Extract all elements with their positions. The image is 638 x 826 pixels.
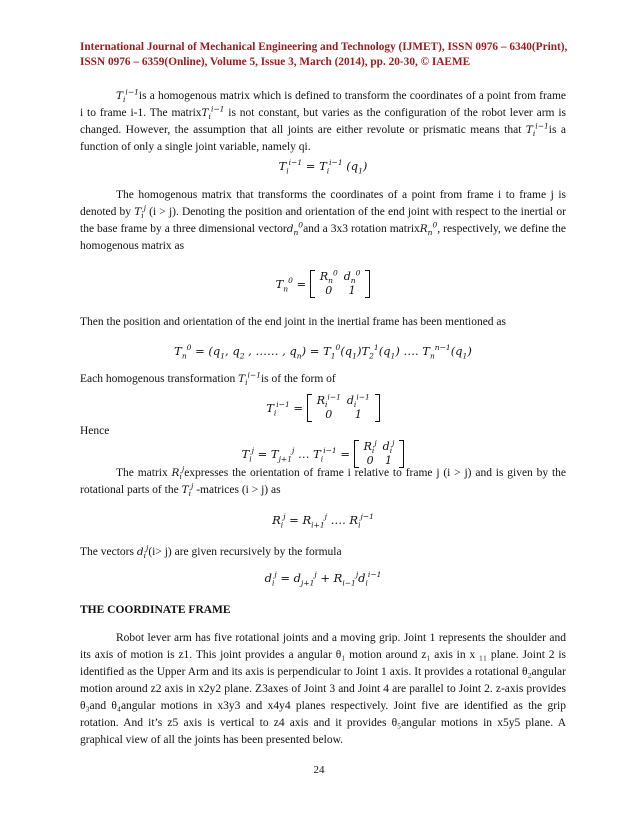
p5-text-b: expresses the orientation of frame i relative to frame j (i > j) and is given by the rotational parts of the — [80, 467, 566, 496]
p2-text-a: The homogenous matrix that transforms the coordinates of a point from frame i to frame j is denoted by — [80, 189, 566, 218]
p1-text-a: is a homogenous matrix which is defined to transform the coordinates of a point from frame i to frame i-1. The matrix — [80, 90, 566, 119]
equation-5: $T_i^j = T_{j+1}^j$ … $T_i^{i-1}$ = $R_i^j$ $d_i^j$ 0 1 — [80, 440, 566, 468]
p1-text-c: is a function of only a single joint variable, namely qi. — [80, 124, 567, 153]
p4-text-a: Each homogenous transformation — [80, 373, 236, 385]
paragraph-vectors — [80, 544, 566, 561]
math-T-i-4: $T_i^{i-1}$ — [238, 370, 261, 388]
section-heading: THE COORDINATE FRAME — [80, 604, 231, 616]
paragraph-end-joint: Then the position and orientation of the end joint in the inertial frame has been mentioned as — [80, 316, 507, 328]
header-line-1: International Journal of Mechanical Engineering and Technology (IJMET), ISSN 0976 – 6340(Print), — [80, 41, 568, 53]
text-hence: Hence — [80, 425, 110, 437]
p5-text-a: The matrix — [116, 467, 168, 479]
equation-6: $R_i^j = R_{i+1}^j$ …. $R_i^{j-1}$ — [272, 512, 374, 530]
math-R-ij: $R_i^j$ — [171, 464, 185, 482]
p2-text-b: (i > j). Denoting the position and orientation of the end joint with respect to the inertial or the base frame by a three dimensional vector — [80, 206, 566, 235]
math-d-ij: $d_i^j$ — [136, 543, 149, 561]
journal-header — [80, 40, 570, 69]
p5-text-c: -matrices (i > j) as — [196, 484, 281, 496]
paragraph-homogenous-matrix — [80, 187, 566, 255]
math-T-i-2: $T_i^{i-1}$ — [201, 104, 225, 122]
p6-text-b: (i> j) are given recursively by the formula — [148, 546, 342, 558]
equation-1: $T_i^{i-1} = T_i^{i-1}$ $(q_1)$ — [278, 158, 368, 176]
p4-text-b: is of the form of — [260, 373, 336, 385]
paragraph-coordinate-frame: Robot lever arm has five rotational joints and a moving grip. Joint 1 represents the shoulder and its axis of motion is z1. This joint provides a angular θ₁ motion around z₁ axis in x ₁₁ plane. Joint 2 is identified as the Upper Arm and its axis is perpendicular to Joint 1 axis. It provides a rotational θ₂angular motion around z2 axis in x2y2 plane. Z3axes of Joint 3 and Joint 4 are parallel to Joint 2. z-axis provides θ₃and θ₄angular motions in x3y3 and x4y4 planes respectively. Joint five are identified as the grip rotation. And it’s z5 axis is vertical to z4 axis and it provides θ₅angular motions in x5y5 plane. A graphical view of all the joints has been presented below. — [80, 632, 566, 746]
equation-4: $T_i^{i-1}$ = $R_i^{i-1}$ $d_i^{i-1}$ 0 1 — [80, 394, 566, 422]
p1-text-b: is not constant, but varies as the configuration of the robot lever arm is changed. However, the assumption that all joints are either revolute or prismatic means that — [80, 107, 567, 136]
math-T-ij: $T_i^j$ — [134, 203, 146, 221]
math-T-i: $T_i^{i-1}$ — [116, 87, 139, 105]
matrix-Tn0: $R_n^0$ $d_n^0$ 0 1 — [310, 270, 371, 298]
p6-text-a: The vectors — [80, 546, 134, 558]
matrix-Tij: $R_i^j$ $d_i^j$ 0 1 — [354, 440, 405, 468]
math-R-n: $R_n^0$ — [419, 220, 438, 238]
header-line-2: ISSN 0976 – 6359(Online), Volume 5, Issue 3, March (2014), pp. 20-30, © IAEME — [80, 55, 471, 68]
p2-text-d: , respectively, we define the homogenous matrix as — [80, 223, 566, 252]
equation-3: $T_n^0 = (q_1$, $q_2$ , …… , $q_n) = T_1^0(q_1)T_2^1(q_1)$ …. $T_n^{n-1}(q_1)$ — [174, 343, 472, 361]
math-d-n: $d_n^0$ — [286, 220, 304, 238]
p2-text-c: and a 3x3 rotation matrix — [303, 223, 420, 235]
equation-2: $T_n^0$ = $R_n^0$ $d_n^0$ 0 1 — [80, 270, 566, 298]
equation-7: $d_i^j = d_{j+1}^j + R_{i-1}^jd_i^{i-1}$ — [264, 570, 382, 588]
paragraph-rotation-matrix — [80, 465, 566, 499]
page-number: 24 — [313, 764, 325, 776]
matrix-Ti: $R_i^{i-1}$ $d_i^{i-1}$ 0 1 — [307, 394, 380, 422]
paragraph-transform-definition — [80, 88, 566, 156]
paragraph-each-transform — [80, 371, 566, 388]
math-T-i-3: $T_i^{i-1}$ — [525, 121, 549, 139]
math-T-ij-2: $T_i^j$ — [181, 481, 194, 499]
